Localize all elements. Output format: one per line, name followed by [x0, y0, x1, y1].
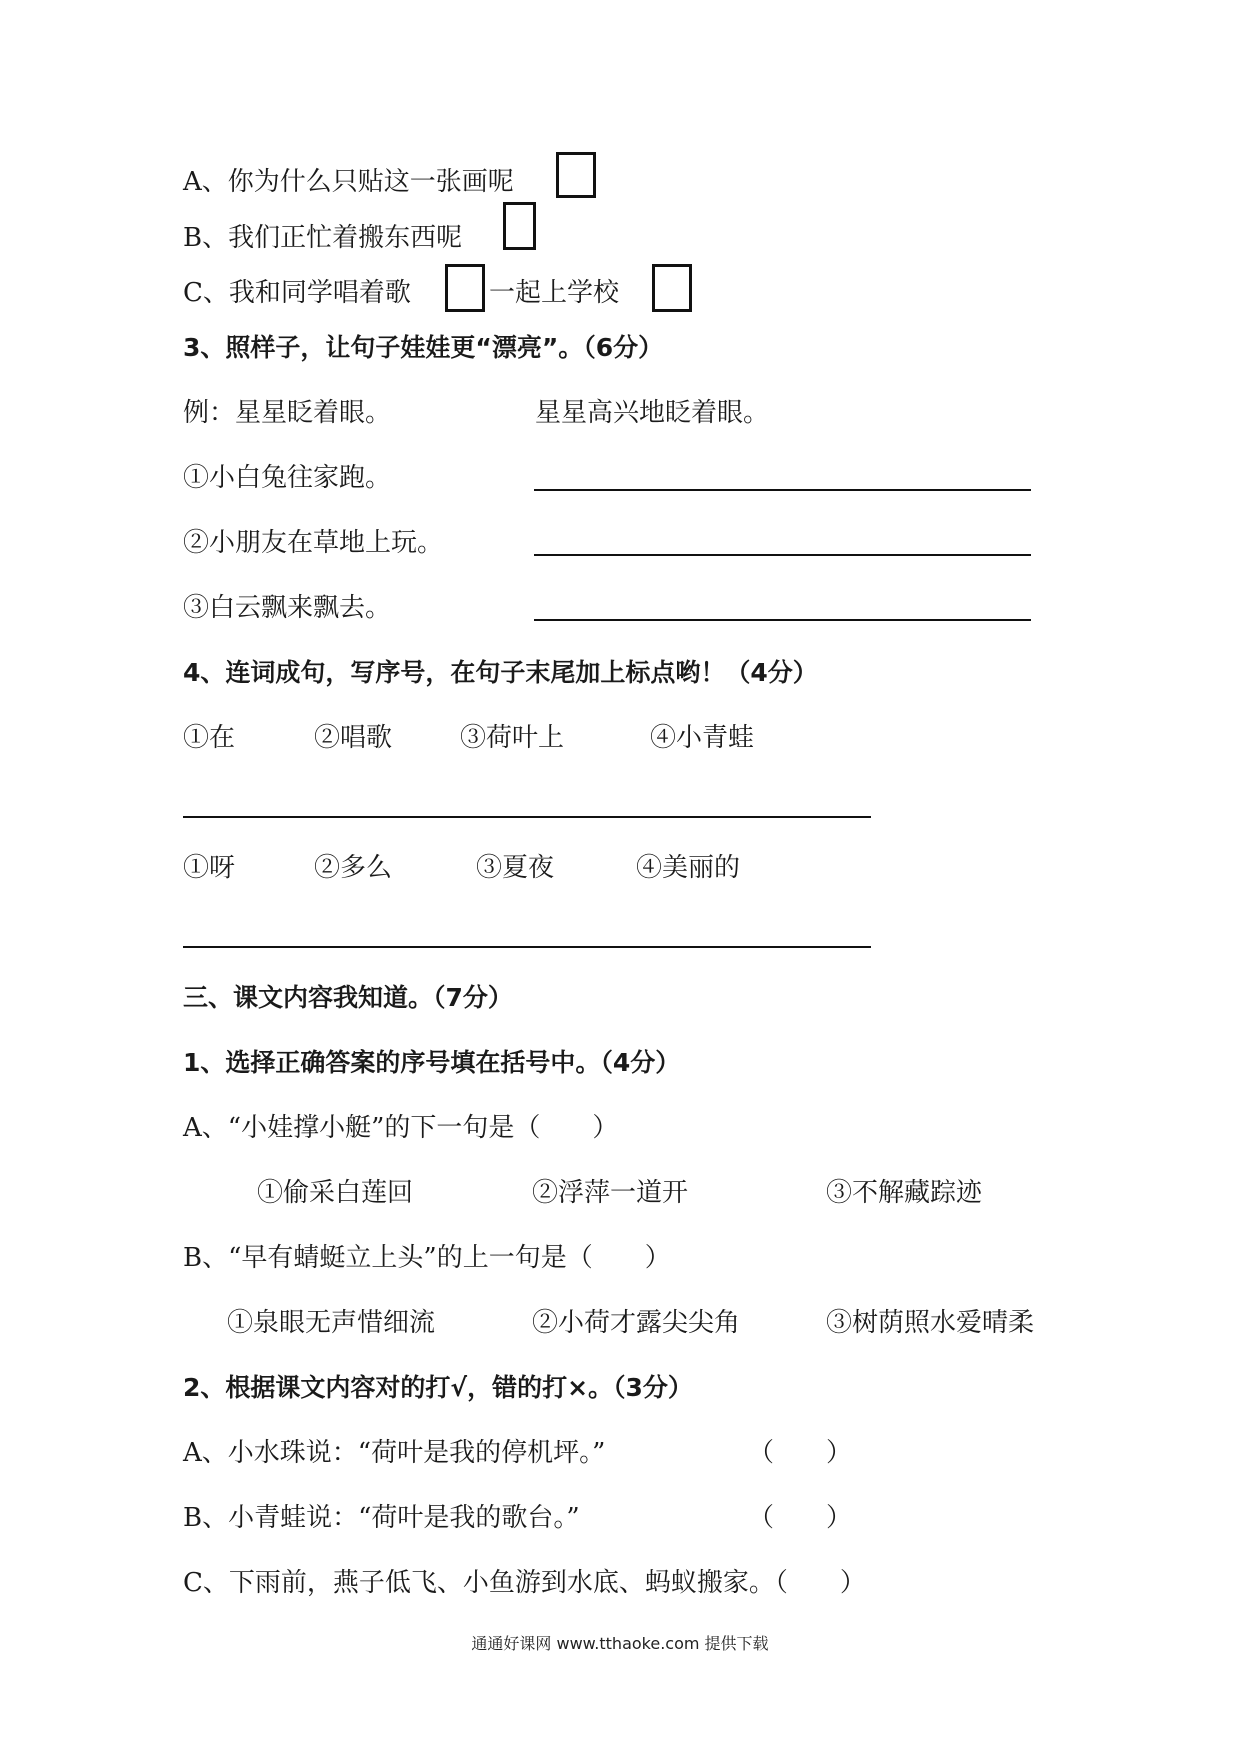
answer-box-a[interactable] — [556, 152, 596, 198]
q3-answer-line-3[interactable] — [534, 619, 1031, 621]
q4-group1-word-2: ②唱歌 — [314, 723, 393, 753]
s3-q1-heading: 1、选择正确答案的序号填在括号中。（4分） — [183, 1048, 681, 1077]
q4-group2-word-2: ②多么 — [314, 853, 393, 883]
q4-group2-word-4: ④美丽的 — [636, 853, 741, 883]
q3-item-3: ③白云飘来飘去。 — [183, 593, 392, 623]
q3-item-1: ①小白兔往家跑。 — [183, 463, 392, 493]
punct-item-c-part2: 一起上学校 — [489, 278, 620, 308]
q4-heading: 4、连词成句，写序号，在句子末尾加上标点哟！（4分） — [183, 658, 818, 687]
s3-q1-a-option-2: ②浮萍一道开 — [532, 1178, 689, 1208]
s3-q2-item-a: A、小水珠说：“荷叶是我的停机坪。” — [183, 1438, 606, 1468]
q4-answer-line-2[interactable] — [183, 946, 871, 948]
q3-answer-line-1[interactable] — [534, 489, 1031, 491]
q4-group2-word-1: ①呀 — [183, 853, 236, 883]
s3-q2-heading: 2、根据课文内容对的打√，错的打×。（3分） — [183, 1373, 693, 1402]
q4-group1-word-3: ③荷叶上 — [460, 723, 565, 753]
q3-item-2: ②小朋友在草地上玩。 — [183, 528, 444, 558]
s3-q1-a-option-1: ①偷采白莲回 — [257, 1178, 414, 1208]
q3-answer-line-2[interactable] — [534, 554, 1031, 556]
s3-q2-item-b: B、小青蛙说：“荷叶是我的歌台。” — [183, 1503, 580, 1533]
q4-group1-word-1: ①在 — [183, 723, 236, 753]
s3-q2-item-a-paren[interactable]: （ ） — [748, 1438, 853, 1468]
punct-item-a: A、你为什么只贴这一张画呢 — [183, 167, 514, 197]
s3-q1-b-option-1: ①泉眼无声惜细流 — [227, 1308, 436, 1338]
s3-q1-a-question: A、“小娃撑小艇”的下一句是（ ） — [183, 1113, 619, 1143]
s3-q1-b-option-2: ②小荷才露尖尖角 — [532, 1308, 741, 1338]
section3-heading: 三、课文内容我知道。（7分） — [183, 983, 513, 1012]
q3-example-left: 例：星星眨着眼。 — [183, 398, 392, 428]
s3-q2-item-c: C、下雨前，燕子低飞、小鱼游到水底、蚂蚁搬家。（ ） — [183, 1568, 866, 1598]
q4-group1-word-4: ④小青蛙 — [650, 723, 755, 753]
answer-box-c2[interactable] — [652, 264, 692, 312]
punct-item-c-part1: C、我和同学唱着歌 — [183, 278, 411, 308]
q3-heading: 3、照样子，让句子娃娃更“漂亮”。（6分） — [183, 333, 664, 362]
answer-box-c1[interactable] — [445, 264, 485, 312]
s3-q1-b-option-3: ③树荫照水爱晴柔 — [826, 1308, 1035, 1338]
punct-item-b: B、我们正忙着搬东西呢 — [183, 223, 463, 253]
s3-q1-b-question: B、“早有蜻蜓立上头”的上一句是（ ） — [183, 1243, 671, 1273]
q4-group2-word-3: ③夏夜 — [476, 853, 555, 883]
s3-q2-item-b-paren[interactable]: （ ） — [748, 1503, 853, 1533]
footer-credit: 通通好课网 www.tthaoke.com 提供下载 — [471, 1634, 769, 1653]
answer-box-b[interactable] — [503, 202, 536, 250]
q4-answer-line-1[interactable] — [183, 816, 871, 818]
s3-q1-a-option-3: ③不解藏踪迹 — [826, 1178, 983, 1208]
q3-example-right: 星星高兴地眨着眼。 — [535, 398, 770, 428]
